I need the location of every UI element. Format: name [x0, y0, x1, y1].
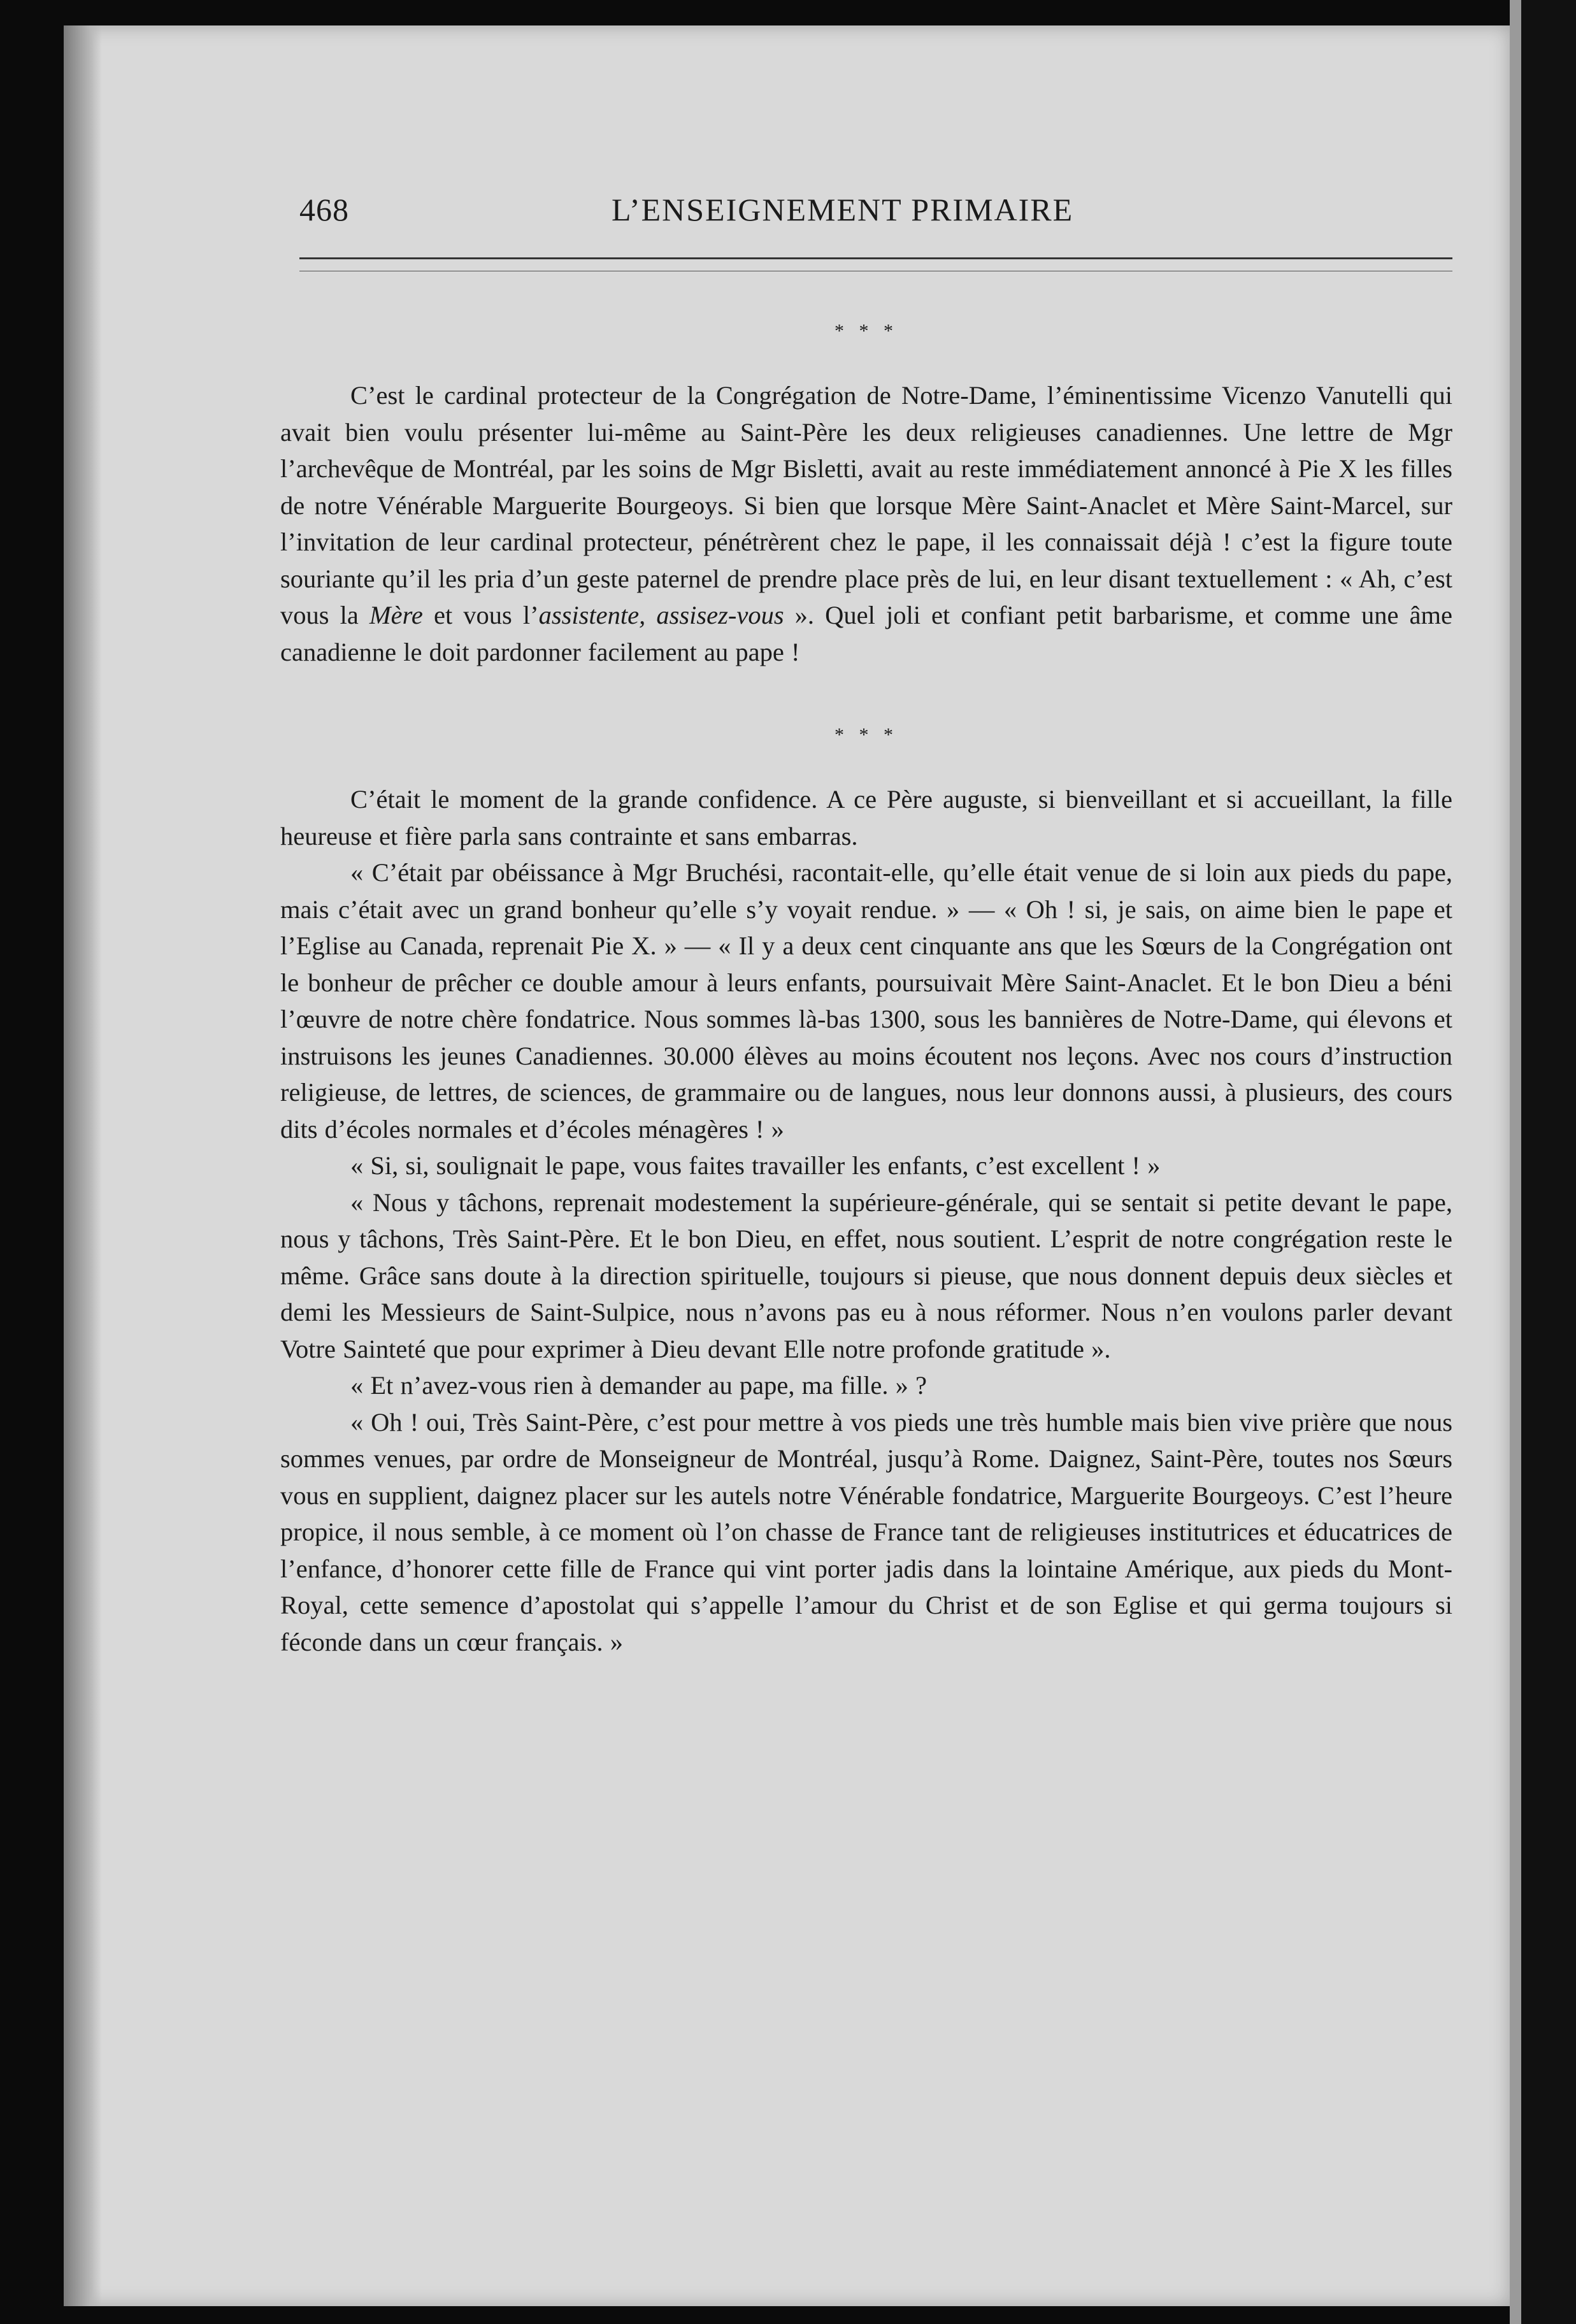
section-separator-asterism — [280, 320, 1452, 341]
adjacent-page-edge — [1510, 0, 1521, 2324]
italic-text-assistente: assistente, assisez-vous — [538, 601, 784, 629]
section-separator-asterism — [280, 724, 1452, 745]
running-title: L’ENSEIGNEMENT PRIMAIRE — [612, 192, 1074, 227]
adjacent-page-strip — [1510, 0, 1576, 2324]
paragraph: « C’était par obéissance à Mgr Bruchési, racontait-elle, qu’elle était venue de si loin aux pieds du pape, mais c’était avec un grand bonheur qu’elle s’y voyait rendue. » — « Oh ! si, je sais, on aime bien le pape et l’Eglise au Canada, reprenait Pie X. » — « Il y a deux cent cinquante ans que les Sœurs de la Congrégation ont le bonheur de prêcher ce double amour à leurs enfants, poursuivait Mère Saint-Anaclet. Et le bon Dieu a béni l’œuvre de notre chère fondatrice. Nous sommes là-bas 1300, sous les bannières de Notre-Dame, qui élevons et instruisons les jeunes Canadiennes. 30.000 élèves au moins écoutent nos leçons. Avec nos cours d’instruction religieuse, de lettres, de sciences, de grammaire ou de langues, nous leur donnons aussi, à plusieurs, des cours dits d’écoles normales et d’écoles ménagères ! » — [280, 858, 1452, 1144]
page-content — [280, 178, 1452, 1660]
paragraph: « Oh ! oui, Très Saint-Père, c’est pour mettre à vos pieds une très humble mais bien vive prière que nous sommes venues, par ordre de Monseigneur de Montréal, jusqu’à Rome. Daignez, Saint-Père, toutes nos Sœurs vous en supplient, daignez placer sur les autels notre Vénérable fondatrice, Marguerite Bourgeoys. C’est l’heure propice, il nous semble, à ce moment où l’on chasse de France tant de religieuses institutrices et éducatrices de l’enfance, d’honorer cette fille de France qui vint porter jadis dans la lointaine Amérique, aux pieds du Mont-Royal, cette semence d’apostolat qui s’appelle l’amour du Christ et de son Eglise et qui germa toujours si féconde dans un cœur français. » — [280, 1407, 1452, 1656]
text-run: et vous l’ — [422, 601, 539, 629]
header-rule — [299, 257, 1452, 271]
page-number: 468 — [299, 192, 349, 227]
paragraph: « Et n’avez-vous rien à demander au pape, ma fille. » ? — [350, 1371, 927, 1400]
asterism-glyph: * * * — [835, 320, 898, 341]
paragraph: « Nous y tâchons, reprenait modestement la supérieure-générale, qui se sentait si petite devant le pape, nous y tâchons, Très Saint-Père. Et le bon Dieu, en effet, nous soutient. L’esprit de notre congrégation reste le même. Grâce sans doute à la direction spirituelle, toujours si pieuse, que nous donnent depuis deux siècles et demi les Messieurs de Saint-Sulpice, nous n’avons pas eu à nous réformer. Nous n’en voulons parler devant Votre Sainteté que pour exprimer à Dieu devant Elle notre profonde gratitude ». — [280, 1187, 1452, 1363]
section-confidence — [280, 724, 1452, 1660]
page-left-edge-shadow — [64, 25, 102, 2306]
paragraph: C’était le moment de la grande confidence. A ce Père auguste, si bienveillant et si accueillant, la fille heureuse et fière parla sans contrainte et sans embarras. — [280, 785, 1452, 850]
italic-text-mere: Mère — [369, 601, 423, 629]
text-run: C’est le cardinal protecteur de la Congrégation de Notre-Dame, l’éminentissime Vicenzo Vanutelli qui avait bien voulu présenter lui-même au Saint-Père les deux religieuses canadiennes. Une lettre de Mgr l’archevêque de Montréal, par les soins de Mgr Bisletti, avait au reste immédiatement annoncé à Pie X les filles de notre Vénérable Marguerite Bourgeoys. Si bien que lorsque Mère Saint-Anaclet et Mère Saint-Marcel, sur l’invitation de leur cardinal protecteur, pénétrèrent chez le pape, il les connaissait déjà ! c’est la figure toute souriante qu’il les pria d’un geste paternel de prendre place près de lui, en leur disant textuellement : « Ah, c’est vous la — [280, 381, 1452, 629]
paragraph-cardinal-audience — [280, 377, 1452, 670]
paragraph: « Si, si, soulignait le pape, vous faites travailler les enfants, c’est excellent ! » — [350, 1151, 1161, 1180]
text-run: ». Quel joli et confiant petit barbarisme, et comme une âme canadienne le doit pardonner facilement au pape ! — [280, 601, 1452, 666]
page-header — [280, 178, 1452, 229]
asterism-glyph: * * * — [835, 724, 898, 745]
